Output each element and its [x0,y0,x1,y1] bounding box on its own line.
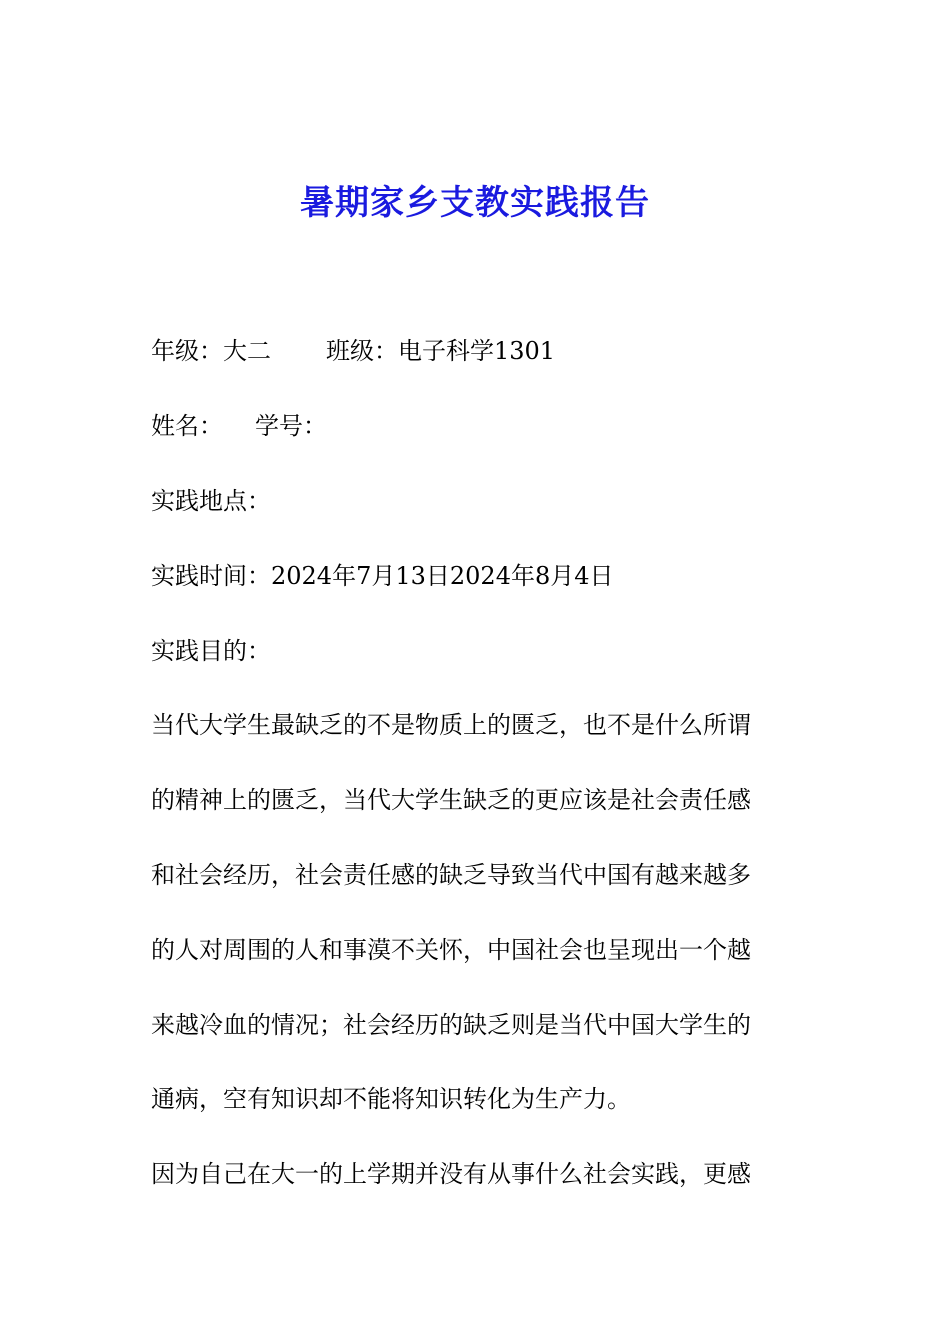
time-label: 实践时间： [151,562,271,590]
body-line: 因为自己在大一的上学期并没有从事什么社会实践，更感 [151,1160,751,1188]
purpose-label: 实践目的： [151,637,271,665]
class-label: 班级： [326,337,398,365]
grade-label: 年级： [151,337,223,365]
name-label: 姓名： [151,412,223,440]
body-line: 当代大学生最缺乏的不是物质上的匮乏，也不是什么所谓 [151,711,751,739]
body-line: 的人对周围的人和事漠不关怀，中国社会也呈现出一个越 [151,936,751,964]
time-line [151,558,801,594]
grade-class-line [151,333,801,369]
id-label: 学号： [255,412,327,440]
grade-value: 大二 [223,337,271,365]
document-title: 暑期家乡支教实践报告 [300,183,650,223]
name-id-line [151,408,801,444]
location-line [151,483,801,519]
time-value: 2024年7月13日2024年8月4日 [271,562,614,590]
purpose-line [151,633,801,669]
class-value: 电子科学1301 [398,337,556,365]
body-line: 来越冷血的情况；社会经历的缺乏则是当代中国大学生的 [151,1011,751,1039]
body-line: 和社会经历，社会责任感的缺乏导致当代中国有越来越多 [151,861,751,889]
body-line: 通病，空有知识却不能将知识转化为生产力。 [151,1085,631,1113]
body-line: 的精神上的匮乏，当代大学生缺乏的更应该是社会责任感 [151,786,751,814]
location-label: 实践地点： [151,487,271,515]
